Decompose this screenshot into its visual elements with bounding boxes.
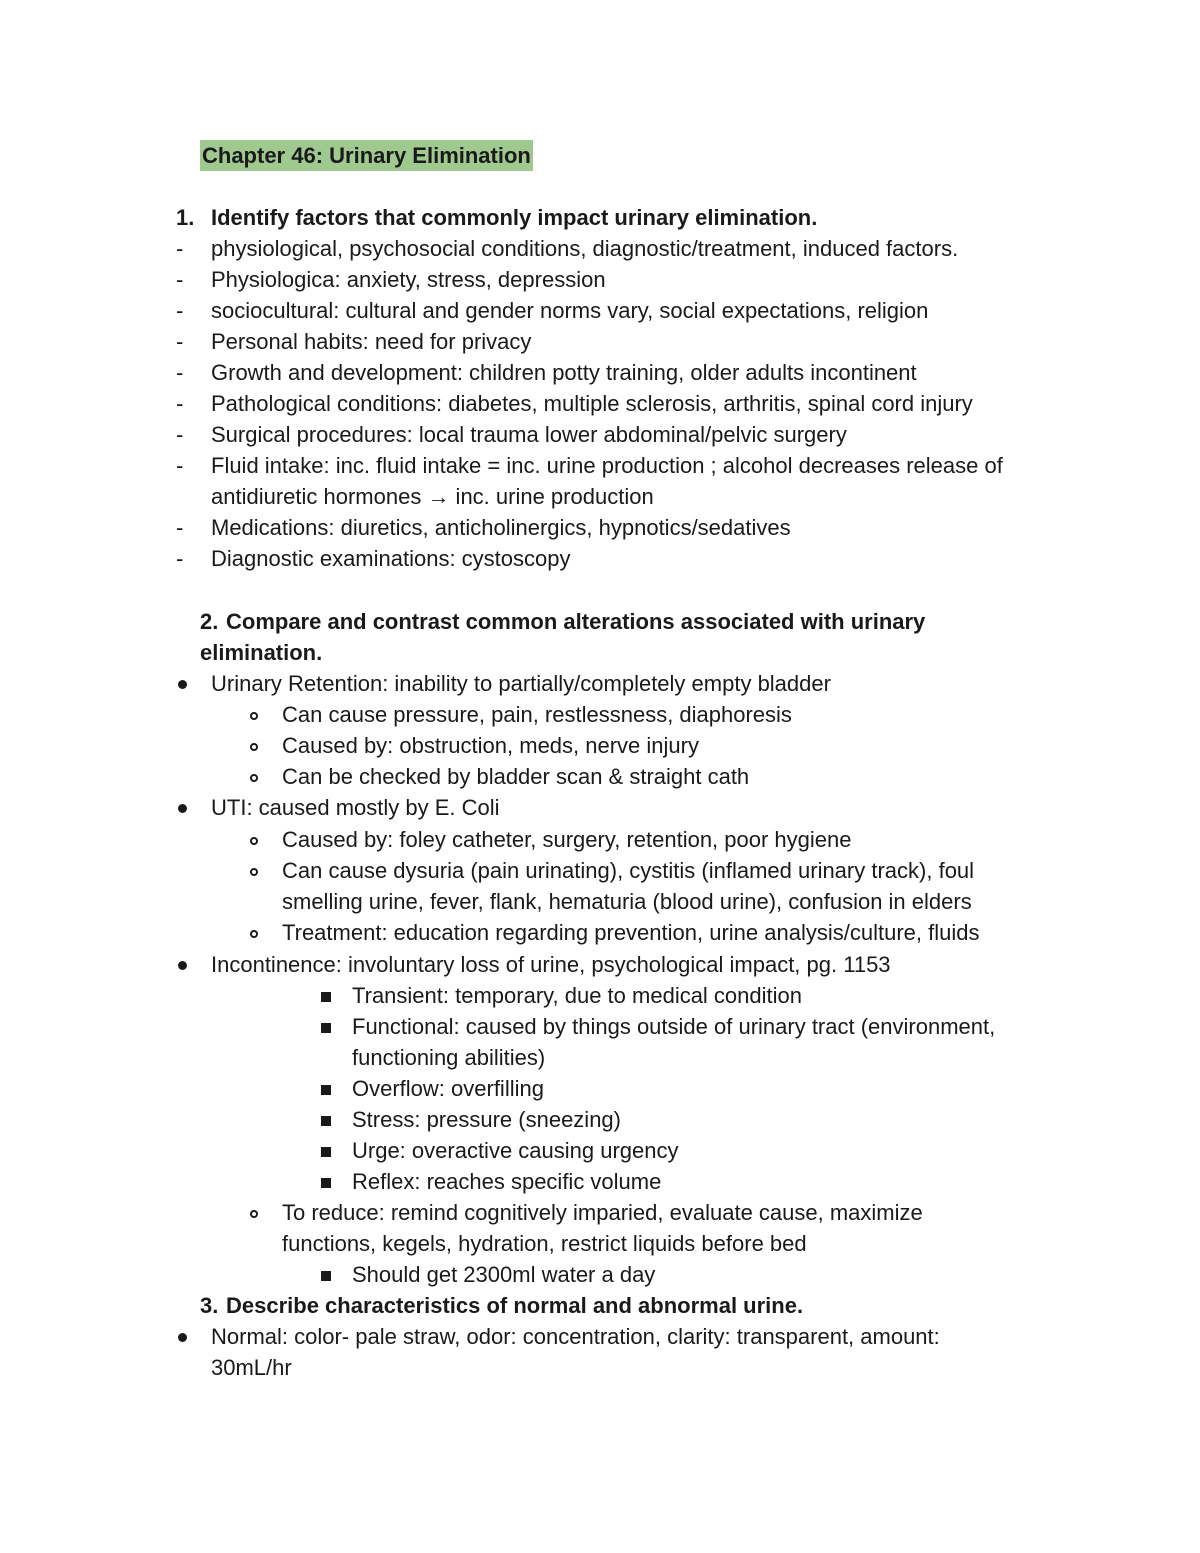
list-item: Caused by: foley catheter, surgery, retention, poor hygiene [282, 827, 852, 852]
list-item: Caused by: obstruction, meds, nerve injury [282, 733, 699, 758]
list-item-normal: Normal: color- pale straw, odor: concentration, clarity: transparent, amount: [211, 1324, 940, 1349]
list-item: Growth and development: children potty training, older adults incontinent [211, 360, 917, 385]
bullet-circle-icon [250, 930, 258, 938]
section3-number: 3. [200, 1293, 219, 1318]
list-item: Diagnostic examinations: cystoscopy [211, 546, 571, 571]
dash-bullet: - [176, 329, 184, 354]
list-item: Reflex: reaches specific volume [352, 1169, 662, 1194]
bullet-dot-icon [178, 804, 187, 813]
bullet-square-icon [321, 1178, 331, 1188]
bullet-circle-icon [250, 712, 258, 720]
section2-number: 2. [200, 609, 219, 634]
section3-heading: Describe characteristics of normal and abnormal urine. [226, 1293, 804, 1318]
list-item: Functional: caused by things outside of urinary tract (environment, [352, 1014, 996, 1039]
list-item-uti: UTI: caused mostly by E. Coli [211, 795, 500, 820]
list-item: physiological, psychosocial conditions, diagnostic/treatment, induced factors. [211, 236, 959, 261]
list-item-retention: Urinary Retention: inability to partially/completely empty bladder [211, 671, 831, 696]
bullet-dot-icon [178, 680, 187, 689]
list-item-continuation: antidiuretic hormones → inc. urine production [211, 484, 654, 509]
bullet-circle-icon [250, 774, 258, 782]
bullet-dot-icon [178, 961, 187, 970]
dash-bullet: - [176, 391, 184, 416]
bullet-square-icon [321, 1116, 331, 1126]
section1-number: 1. [176, 205, 195, 230]
bullet-circle-icon [250, 868, 258, 876]
list-item: Treatment: education regarding prevention, urine analysis/culture, fluids [282, 920, 980, 945]
list-item: Urge: overactive causing urgency [352, 1138, 679, 1163]
dash-bullet: - [176, 267, 184, 292]
list-item: Should get 2300ml water a day [352, 1262, 656, 1287]
list-item: Medications: diuretics, anticholinergics, hypnotics/sedatives [211, 515, 791, 540]
list-item: Can cause dysuria (pain urinating), cystitis (inflamed urinary track), foul [282, 858, 975, 883]
list-item: Personal habits: need for privacy [211, 329, 532, 354]
dash-bullet: - [176, 453, 184, 478]
bullet-square-icon [321, 1023, 331, 1033]
list-item: To reduce: remind cognitively imparied, evaluate cause, maximize [282, 1200, 923, 1225]
list-item: sociocultural: cultural and gender norms vary, social expectations, religion [211, 298, 929, 323]
section2-heading-continuation: elimination. [200, 640, 323, 665]
dash-bullet: - [176, 298, 184, 323]
list-item: Stress: pressure (sneezing) [352, 1107, 621, 1132]
list-item: Fluid intake: inc. fluid intake = inc. urine production ; alcohol decreases release of [211, 453, 1003, 478]
bullet-dot-icon [178, 1333, 187, 1342]
section2-heading: Compare and contrast common alterations associated with urinary [226, 609, 926, 634]
dash-bullet: - [176, 360, 184, 385]
bullet-circle-icon [250, 743, 258, 751]
dash-bullet: - [176, 422, 184, 447]
bullet-square-icon [321, 992, 331, 1002]
list-item-continuation: functions, kegels, hydration, restrict liquids before bed [282, 1231, 807, 1256]
list-item: Pathological conditions: diabetes, multiple sclerosis, arthritis, spinal cord injury [211, 391, 973, 416]
dash-bullet: - [176, 546, 184, 571]
list-item-continuation: functioning abilities) [352, 1045, 546, 1070]
bullet-square-icon [321, 1147, 331, 1157]
list-item: Overflow: overfilling [352, 1076, 544, 1101]
dash-bullet: - [176, 515, 184, 540]
list-item: Surgical procedures: local trauma lower abdominal/pelvic surgery [211, 422, 847, 447]
bullet-circle-icon [250, 837, 258, 845]
list-item: Transient: temporary, due to medical condition [352, 983, 803, 1008]
list-item-continuation: smelling urine, fever, flank, hematuria (blood urine), confusion in elders [282, 889, 972, 914]
list-item-incontinence: Incontinence: involuntary loss of urine, psychological impact, pg. 1153 [211, 952, 891, 977]
section1-heading: Identify factors that commonly impact urinary elimination. [211, 205, 818, 230]
list-item: Physiologica: anxiety, stress, depression [211, 267, 606, 292]
bullet-square-icon [321, 1085, 331, 1095]
page-title: Chapter 46: Urinary Elimination [200, 140, 533, 171]
list-item: Can be checked by bladder scan & straight cath [282, 764, 750, 789]
dash-bullet: - [176, 236, 184, 261]
bullet-square-icon [321, 1271, 331, 1281]
list-item-continuation: 30mL/hr [211, 1355, 292, 1380]
bullet-circle-icon [250, 1210, 258, 1218]
list-item: Can cause pressure, pain, restlessness, diaphoresis [282, 702, 792, 727]
